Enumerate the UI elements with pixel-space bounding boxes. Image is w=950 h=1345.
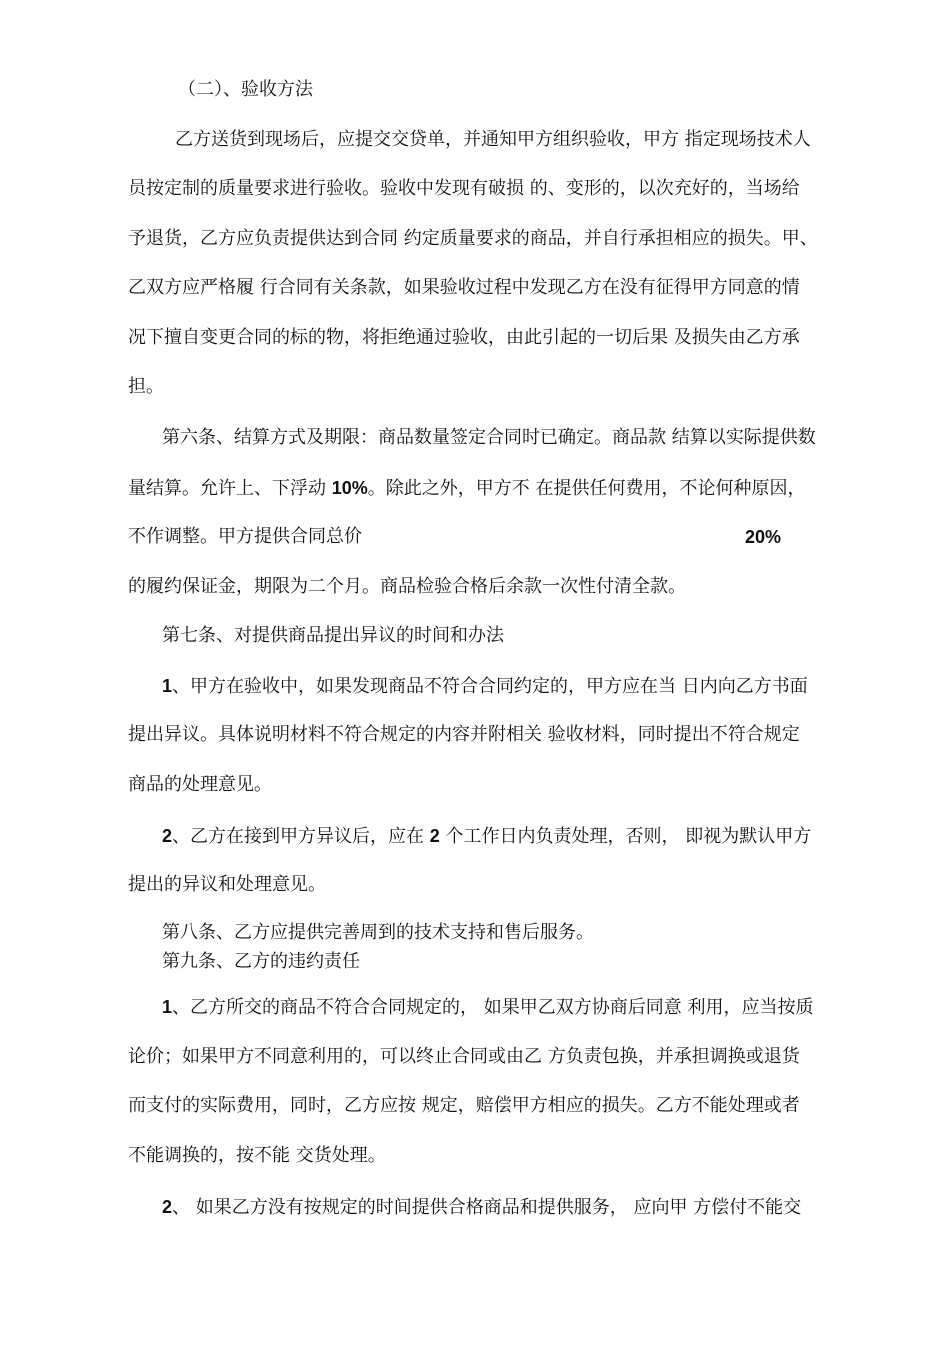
article-9-heading: 第九条、乙方的违约责任 <box>162 951 360 972</box>
text-run: 、甲方在验收中，如果发现商品不符合合同约定的，甲方应在当 日内向乙方书面 <box>172 676 808 697</box>
list-item-line: 而支付的实际费用，同时，乙方应按 规定，赔偿甲方相应的损失。乙方不能处理或者 <box>128 1095 800 1116</box>
paragraph-line: 乙方送货到现场后，应提交交贷单，并通知甲方组织验收，甲方 指定现场技术人 <box>175 129 811 150</box>
paragraph-line: 予退货，乙方应负责提供达到合同 约定质量要求的商品，并自行承担相应的损失。甲、 <box>128 228 818 249</box>
text-run: 个工作日内负责处理，否则， 即视为默认甲方 <box>439 826 812 847</box>
list-item-line <box>162 1195 801 1220</box>
deposit-percent: 20% <box>745 527 782 547</box>
item-number: 2 <box>162 826 173 846</box>
paragraph-line: 况下擅自变更合同的标的物，将拒绝通过验收，由此引起的一切后果 及损失由乙方承 <box>128 327 800 348</box>
text-run: 、乙方在接到甲方异议后，应在 <box>172 826 430 847</box>
article-6-line: 不作调整。甲方提供合同总价 <box>128 526 362 547</box>
paragraph-line: 乙双方应严格履 行合同有关条款，如果验收过程中发现乙方在没有征得甲方同意的情 <box>128 277 800 298</box>
article-6-line: 的履约保证金，期限为二个月。商品检验合格后余款一次性付清全款。 <box>128 576 686 597</box>
list-item-line: 论价；如果甲方不同意利用的，可以终止合同或由乙 方负责包换，并承担调换或退货 <box>128 1046 800 1067</box>
list-item-line <box>162 674 808 699</box>
article-6-line <box>128 476 806 501</box>
section-heading: （二）、验收方法 <box>178 79 313 100</box>
article-6-line: 第六条、结算方式及期限：商品数量签定合同时已确定。商品款 结算以实际提供数 <box>162 427 816 448</box>
working-days: 2 <box>429 826 440 846</box>
list-item-line: 提出的异议和处理意见。 <box>128 874 326 895</box>
list-item-line <box>162 995 813 1020</box>
text-run: 。除此之外，甲方不 在提供任何费用，不论何种原因， <box>367 478 806 499</box>
list-item-line: 不能调换的，按不能 交货处理。 <box>128 1145 386 1166</box>
list-item-line <box>162 824 811 849</box>
text-run: 、 如果乙方没有按规定的时间提供合格商品和提供服务， 应向甲 方偿付不能交 <box>172 1197 802 1218</box>
float-percent: 10% <box>331 478 368 498</box>
article-7-heading: 第七条、对提供商品提出异议的时间和办法 <box>162 625 504 646</box>
paragraph-line: 担。 <box>128 376 164 397</box>
list-item-line: 提出异议。具体说明材料不符合规定的内容并附相关 验收材料，同时提出不符合规定 <box>128 724 800 745</box>
list-item-line: 商品的处理意见。 <box>128 774 272 795</box>
text-run: 量结算。允许上、下浮动 <box>128 478 332 499</box>
article-8: 第八条、乙方应提供完善周到的技术支持和售后服务。 <box>162 922 594 943</box>
item-number: 1 <box>162 676 173 696</box>
paragraph-line: 员按定制的质量要求进行验收。验收中发现有破损 的、变形的，以次充好的，当场给 <box>128 178 800 199</box>
text-run: 、乙方所交的商品不符合合同规定的， 如果甲乙双方协商后同意 利用，应当按质 <box>172 997 814 1018</box>
item-number: 1 <box>162 997 173 1017</box>
item-number: 2 <box>162 1197 173 1217</box>
